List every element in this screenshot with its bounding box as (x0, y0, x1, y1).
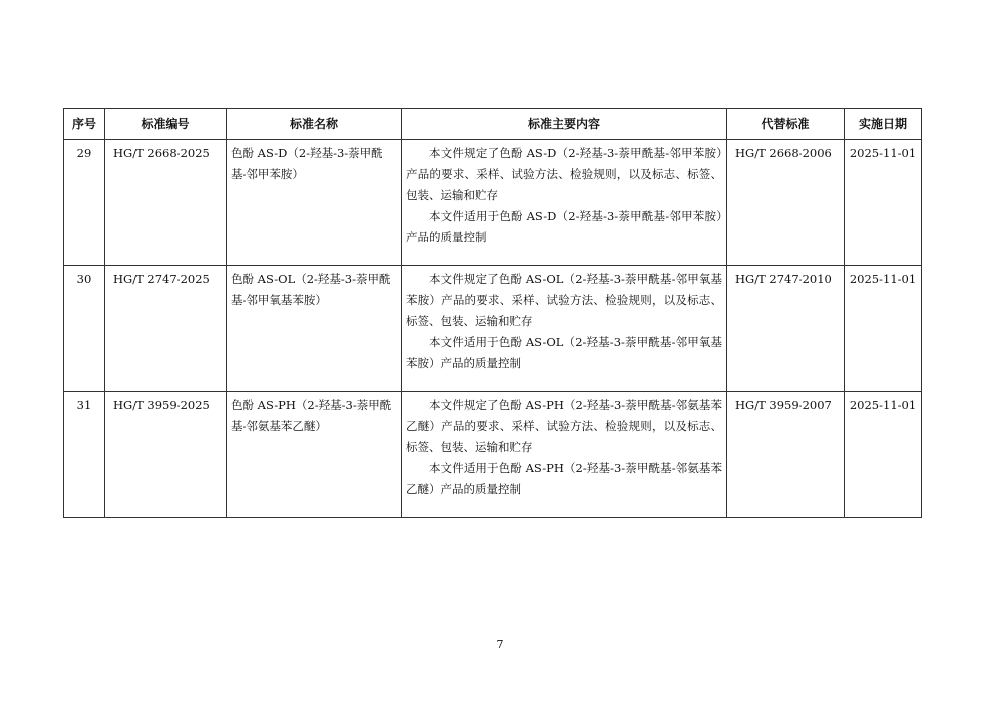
row-no: 31 (64, 392, 105, 518)
header-no: 序号 (64, 109, 105, 140)
content-applicability-paragraph: 本文件适用于色酚 AS-OL（2-羟基-3-萘甲酰基-邻甲氧基苯胺）产品的质量控制 (406, 335, 722, 370)
effective-date: 2025-11-01 (845, 392, 922, 518)
standard-content (402, 266, 727, 392)
effective-date: 2025-11-01 (845, 266, 922, 392)
standard-name: 色酚 AS-D（2-羟基-3-萘甲酰基-邻甲苯胺） (227, 140, 402, 266)
content-applicability-paragraph: 本文件适用于色酚 AS-D（2-羟基-3-萘甲酰基-邻甲苯胺）产品的质量控制 (406, 209, 722, 244)
header-name: 标准名称 (227, 109, 402, 140)
content-scope-paragraph: 本文件规定了色酚 AS-D（2-羟基-3-萘甲酰基-邻甲苯胺）产品的要求、采样、试验方法、检验规则，以及标志、标签、包装、运输和贮存 (406, 146, 722, 202)
replaced-standard: HG/T 2747-2010 (727, 266, 845, 392)
row-no: 29 (64, 140, 105, 266)
standard-name: 色酚 AS-PH（2-羟基-3-萘甲酰基-邻氨基苯乙醚） (227, 392, 402, 518)
standards-table (63, 108, 922, 518)
header-replaces: 代替标准 (727, 109, 845, 140)
content-scope-paragraph: 本文件规定了色酚 AS-OL（2-羟基-3-萘甲酰基-邻甲氧基苯胺）产品的要求、采样、试验方法、检验规则，以及标志、标签、包装、运输和贮存 (406, 272, 722, 328)
standard-code: HG/T 3959-2025 (105, 392, 227, 518)
replaced-standard: HG/T 3959-2007 (727, 392, 845, 518)
replaced-standard: HG/T 2668-2006 (727, 140, 845, 266)
content-applicability-paragraph: 本文件适用于色酚 AS-PH（2-羟基-3-萘甲酰基-邻氨基苯乙醚）产品的质量控制 (406, 461, 722, 496)
standard-name: 色酚 AS-OL（2-羟基-3-萘甲酰基-邻甲氧基苯胺） (227, 266, 402, 392)
standard-content (402, 140, 727, 266)
standard-code: HG/T 2668-2025 (105, 140, 227, 266)
page-number: 7 (496, 638, 504, 651)
standard-content (402, 392, 727, 518)
table-row (64, 392, 922, 518)
standard-code: HG/T 2747-2025 (105, 266, 227, 392)
content-scope-paragraph: 本文件规定了色酚 AS-PH（2-羟基-3-萘甲酰基-邻氨基苯乙醚）产品的要求、采样、试验方法、检验规则，以及标志、标签、包装、运输和贮存 (406, 398, 722, 454)
row-no: 30 (64, 266, 105, 392)
header-content: 标准主要内容 (402, 109, 727, 140)
header-code: 标准编号 (105, 109, 227, 140)
table-row (64, 140, 922, 266)
table-row (64, 266, 922, 392)
header-row (64, 109, 922, 140)
header-date: 实施日期 (845, 109, 922, 140)
effective-date: 2025-11-01 (845, 140, 922, 266)
